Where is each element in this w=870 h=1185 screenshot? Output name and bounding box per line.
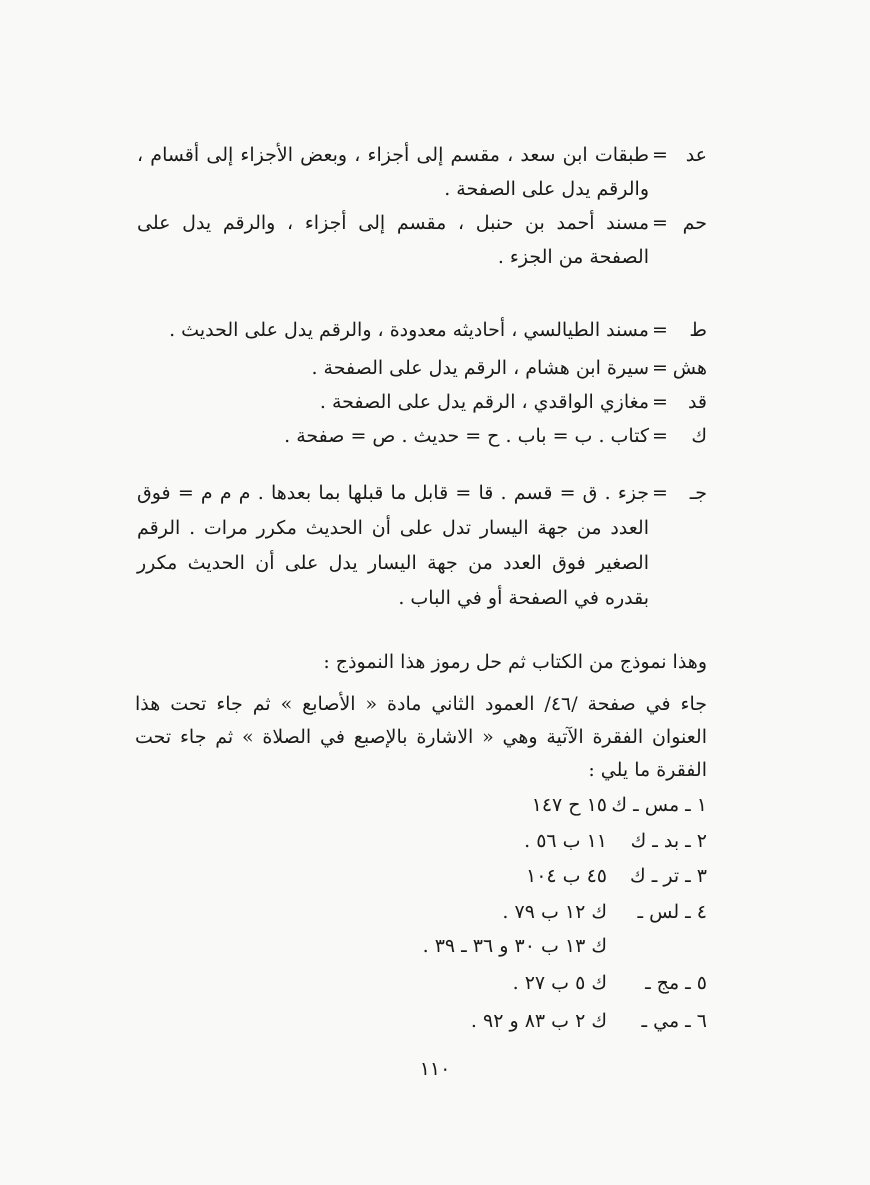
list-item — [327, 826, 707, 856]
list-item-label: ٤ ـ لس ـ — [637, 901, 707, 923]
list-item-reference: ك ٥ ب ٢٧ . — [512, 972, 607, 994]
abbreviation-key: عد — [685, 144, 707, 166]
list-item-reference: ك ١٣ ب ٣٠ و ٣٦ ـ ٣٩ . — [422, 935, 607, 957]
list-item-label: ١ ـ مس ـ ك — [611, 794, 707, 816]
list-item-label: ٥ ـ مج ـ — [645, 972, 707, 994]
abbreviation-key: هش — [672, 357, 707, 379]
abbreviation-entry-j — [137, 476, 707, 616]
equals-sign: = — [652, 212, 668, 234]
abbreviation-entry-qd — [147, 386, 707, 418]
equals-sign: = — [652, 425, 668, 447]
list-item — [327, 790, 707, 820]
abbreviation-description: جزء . ق = قسم . قا = قابل ما قبلها بما بعدها . م م م = فوق العدد من جهة اليسار تدل على أن الحديث مكرر مرات . الرقم الصغير فوق العدد من جهة اليسار يدل على أن الحديث مكرر بقدره في الصفحة أو في الباب . — [137, 482, 649, 609]
abbreviation-key: ك — [691, 425, 707, 447]
abbreviation-description: سيرة ابن هشام ، الرقم يدل على الصفحة . — [311, 357, 649, 379]
list-item-reference: ٤٥ ب ١٠٤ — [525, 865, 607, 887]
list-item-label: ٢ ـ بد ـ ك — [630, 830, 707, 852]
abbreviation-description: مسند أحمد بن حنبل ، مقسم إلى أجزاء ، والرقم يدل على الصفحة من الجزء . — [137, 212, 649, 268]
list-item — [327, 931, 707, 961]
equals-sign: = — [652, 357, 668, 379]
abbreviation-key: ط — [689, 319, 707, 341]
abbreviation-entry-hm — [137, 206, 707, 274]
example-paragraph: جاء في صفحة /٤٦/ العمود الثاني مادة « الأصابع » ثم جاء تحت هذا العنوان الفقرة الآتية وهي « الاشارة بالإصبع في الصلاة » ثم جاء تحت الفقرة ما يلي : — [135, 693, 707, 781]
equals-sign: = — [652, 482, 668, 504]
abbreviation-entry-ad — [137, 138, 707, 206]
abbreviation-key: حم — [682, 212, 707, 234]
abbreviation-key: قد — [687, 391, 707, 413]
abbreviation-description: مغازي الواقدي ، الرقم يدل على الصفحة . — [319, 391, 649, 413]
list-item-label — [607, 931, 707, 961]
abbreviation-description: طبقات ابن سعد ، مقسم إلى أجزاء ، وبعض الأجزاء إلى أقسام ، والرقم يدل على الصفحة . — [137, 144, 649, 200]
equals-sign: = — [652, 319, 668, 341]
list-item-label: ٦ ـ مي ـ — [641, 1010, 707, 1032]
abbreviation-key: جـ — [689, 482, 707, 504]
list-item — [327, 968, 707, 998]
list-item — [327, 861, 707, 891]
list-item — [327, 897, 707, 927]
list-item-reference: ك ١٢ ب ٧٩ . — [502, 901, 607, 923]
list-item-reference: ١٥ ح ١٤٧ — [531, 794, 607, 816]
list-item-reference: ك ٢ ب ٨٣ و ٩٢ . — [470, 1010, 607, 1032]
abbreviation-entry-hsh — [147, 352, 707, 384]
page-number: ١١٠ — [419, 1058, 451, 1080]
list-item-reference: ١١ ب ٥٦ . — [524, 830, 607, 852]
abbreviation-entry-k — [147, 420, 707, 452]
list-item — [327, 1006, 707, 1036]
abbreviation-description: مسند الطيالسي ، أحاديثه معدودة ، والرقم يدل على الحديث . — [169, 319, 649, 341]
equals-sign: = — [652, 144, 668, 166]
list-item-label: ٣ ـ تر ـ ك — [630, 865, 707, 887]
abbreviation-entry-t — [147, 314, 707, 346]
abbreviation-description: كتاب . ب = باب . ح = حديث . ص = صفحة . — [284, 425, 649, 447]
example-intro: وهذا نموذج من الكتاب ثم حل رموز هذا النموذج : — [323, 651, 707, 673]
equals-sign: = — [652, 391, 668, 413]
